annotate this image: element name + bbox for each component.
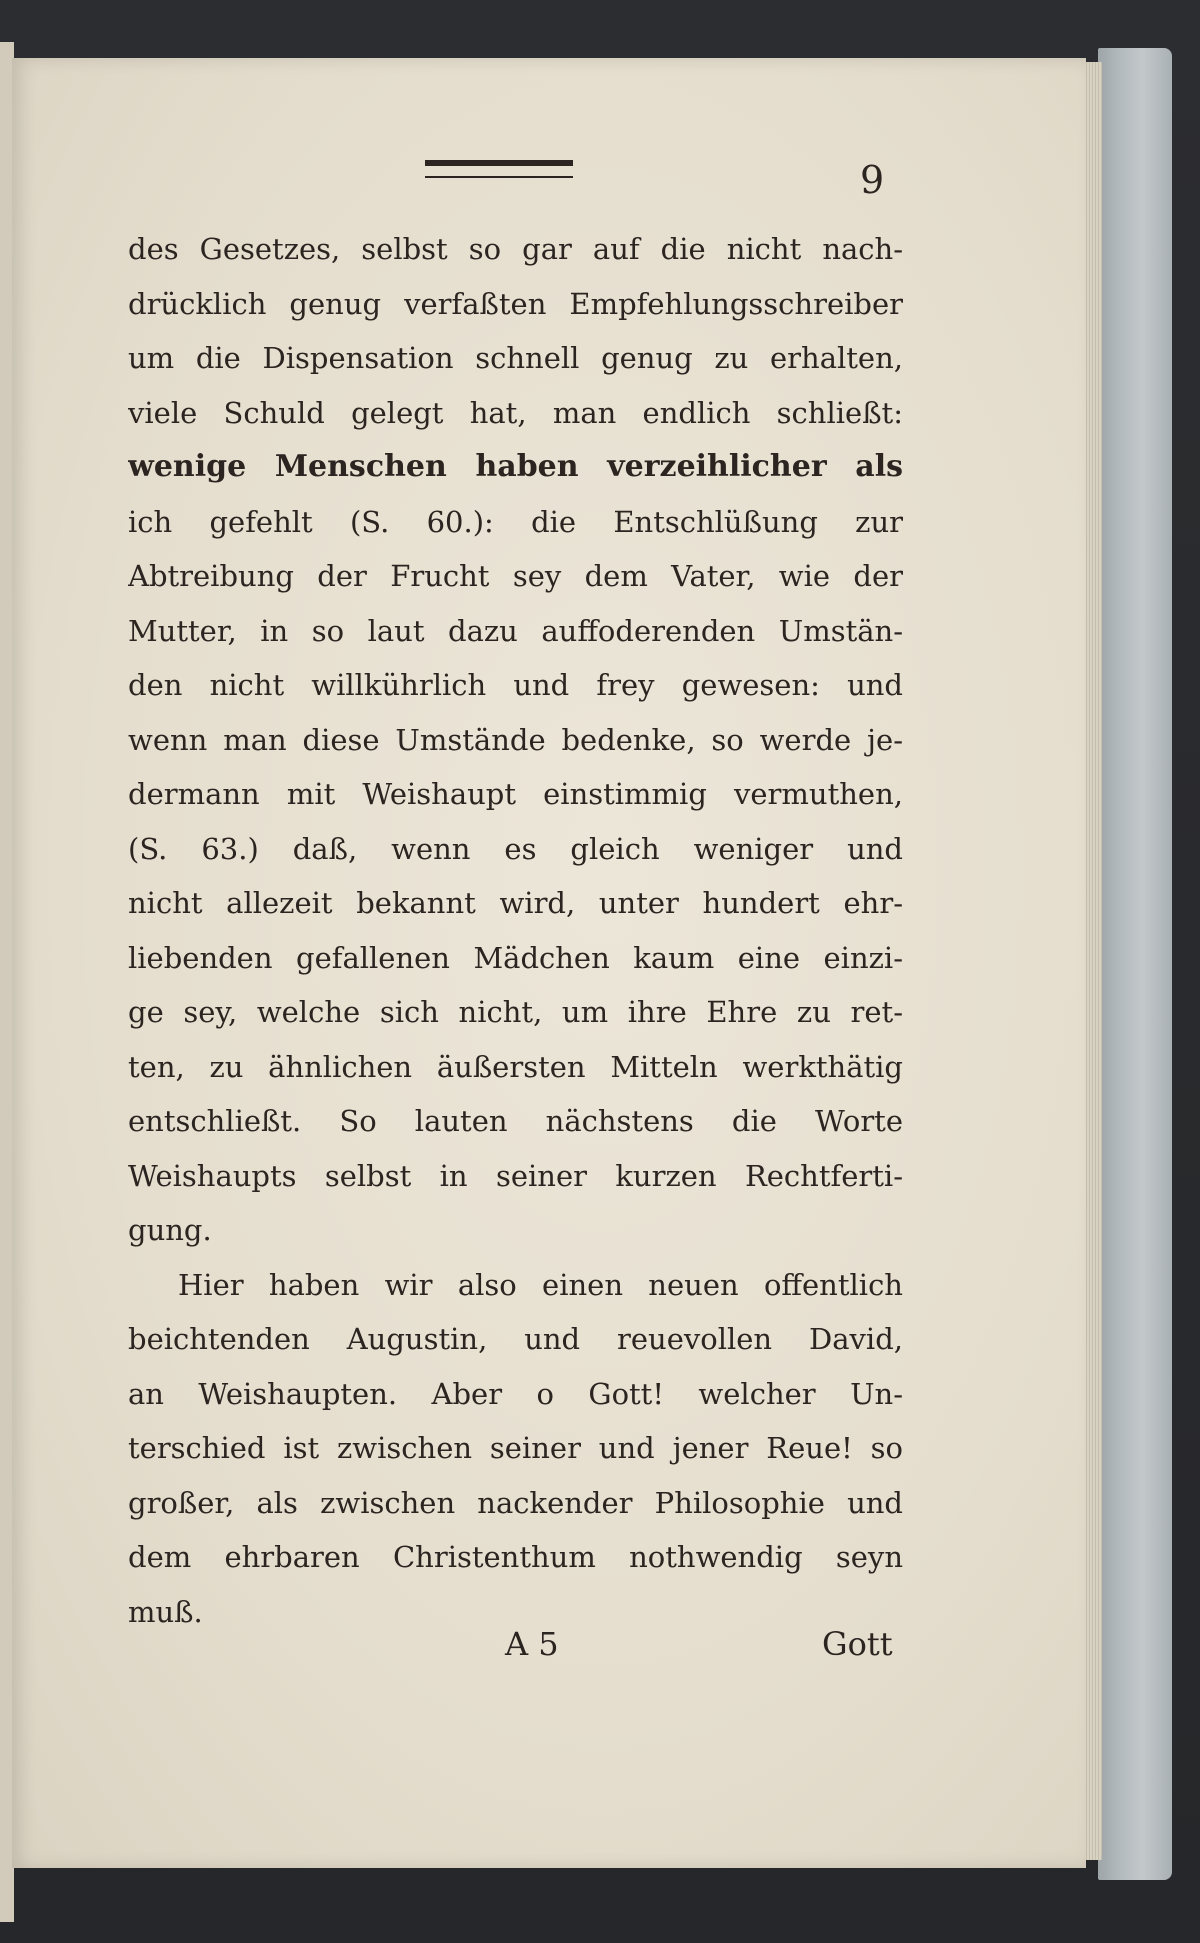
text-line: den nicht willkührlich und frey gewesen: und bbox=[128, 668, 903, 702]
page-number: 9 bbox=[860, 158, 885, 202]
text-line: um die Dispensation schnell genug zu erhalten, bbox=[128, 341, 903, 375]
text-line: ten, zu ähnlichen äußersten Mitteln werkthätig bbox=[128, 1049, 903, 1084]
text-line: entschließt. So lauten nächstens die Worte bbox=[128, 1104, 903, 1138]
text-line: Weishaupts selbst in seiner kurzen Rechtferti- bbox=[128, 1158, 903, 1193]
text-line: liebenden gefallenen Mädchen kaum eine einzi- bbox=[128, 940, 903, 975]
text-line: wenn man diese Umstände bedenke, so werde je- bbox=[128, 722, 903, 757]
text-line: großer, als zwischen nackender Philosophie und bbox=[128, 1485, 903, 1520]
text-line: Abtreibung der Frucht sey dem Vater, wie der bbox=[128, 559, 903, 593]
text-line: drücklich genug verfaßten Empfehlungsschreiber bbox=[128, 286, 903, 321]
text-line: dem ehrbaren Christenthum nothwendig seyn bbox=[128, 1540, 903, 1574]
text-line: Hier haben wir also einen neuen offentlich bbox=[178, 1267, 903, 1302]
text-line: viele Schuld gelegt hat, man endlich schließt: bbox=[128, 395, 903, 430]
catchword: Gott bbox=[822, 1625, 893, 1663]
text-line: an Weishaupten. Aber o Gott! welcher Un- bbox=[128, 1376, 903, 1411]
book-cover-edge bbox=[1098, 48, 1172, 1880]
text-line: terschied ist zwischen seiner und jener Reue! so bbox=[128, 1431, 903, 1465]
signature-mark: A 5 bbox=[505, 1625, 559, 1663]
text-line: ich gefehlt (S. 60.): die Entschlüßung zur bbox=[128, 504, 903, 539]
text-line: (S. 63.) daß, wenn es gleich weniger und bbox=[128, 831, 903, 866]
text-line: Mutter, in so laut dazu auffoderenden Umstän- bbox=[128, 613, 903, 648]
text-line: gung. bbox=[128, 1213, 212, 1247]
header-rule bbox=[425, 160, 573, 178]
text-line: ge sey, welche sich nicht, um ihre Ehre zu ret- bbox=[128, 995, 903, 1029]
text-line: muß. bbox=[128, 1594, 203, 1629]
text-line: wenige Menschen haben verzeihlicher als bbox=[128, 449, 903, 484]
text-line: dermann mit Weishaupt einstimmig vermuthen, bbox=[128, 777, 903, 811]
text-line: beichtenden Augustin, und reuevollen David, bbox=[128, 1322, 903, 1356]
text-line: des Gesetzes, selbst so gar auf die nicht nach- bbox=[128, 232, 903, 266]
body-text bbox=[128, 222, 903, 1639]
text-line: nicht allezeit bekannt wird, unter hundert ehr- bbox=[128, 886, 903, 920]
